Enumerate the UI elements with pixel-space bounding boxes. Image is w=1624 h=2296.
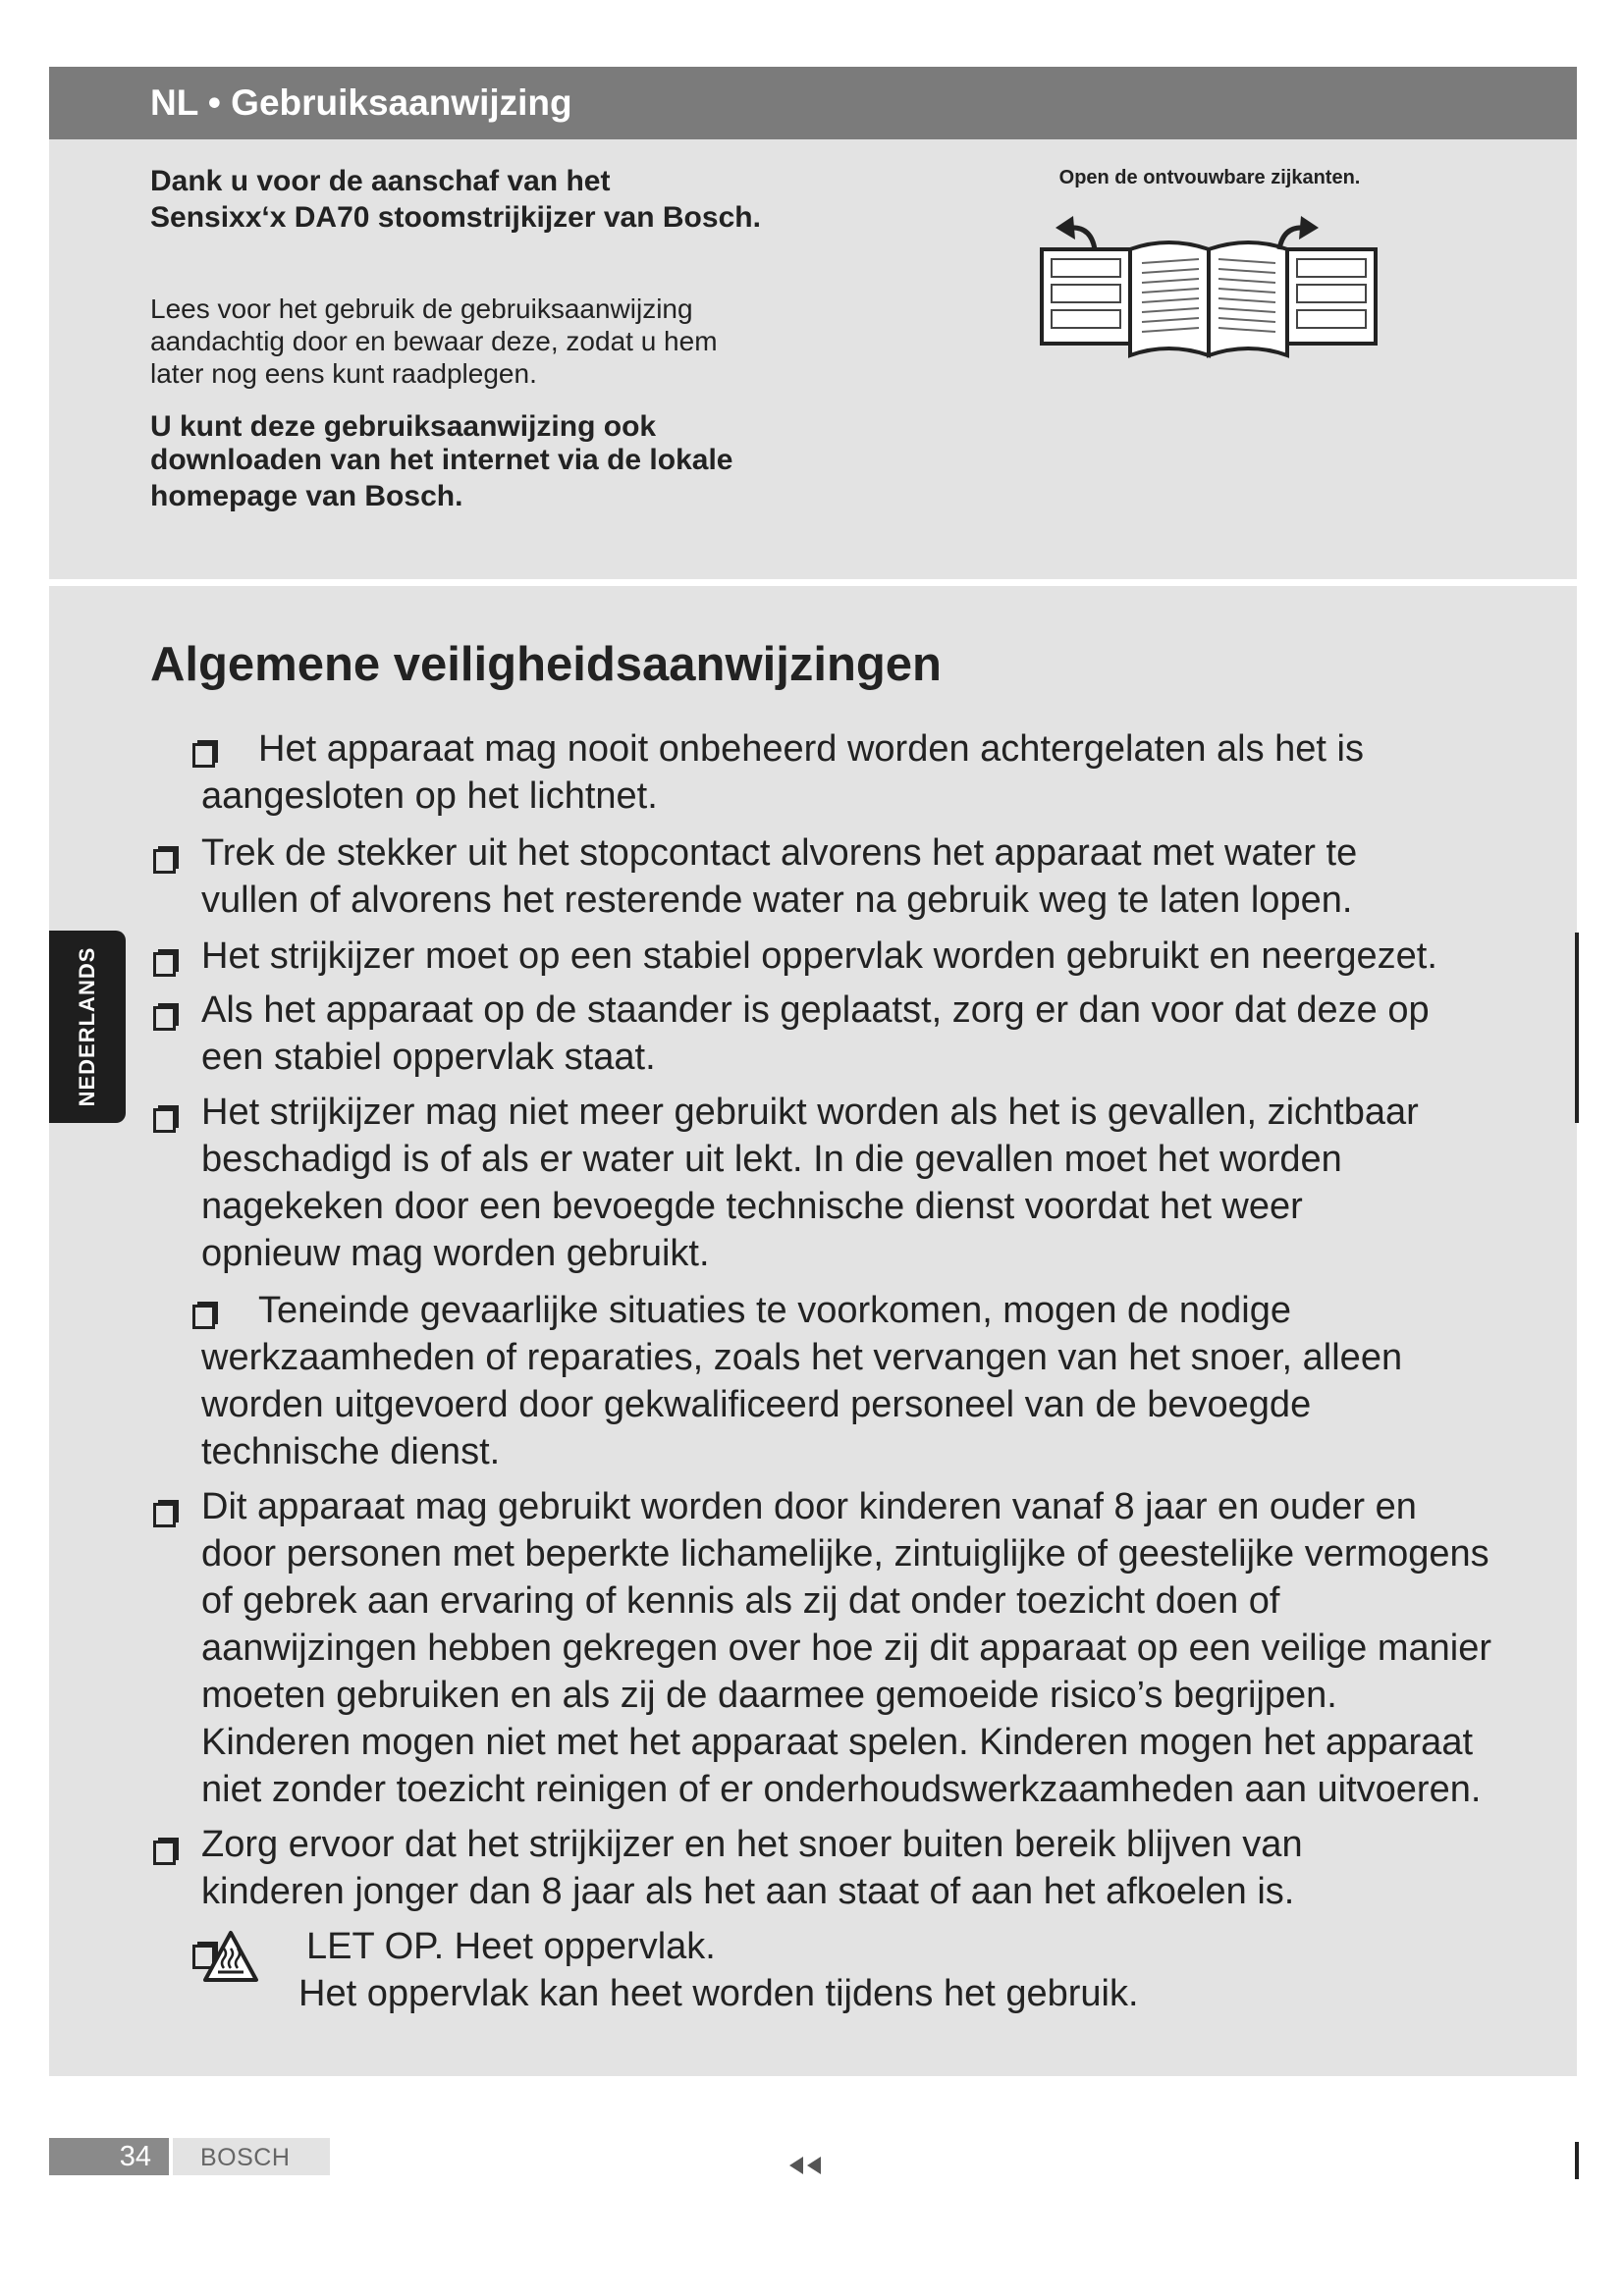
hot-surface-warning-icon xyxy=(202,1929,259,1986)
checkbox-icon xyxy=(153,1841,176,1865)
brand-label: BOSCH xyxy=(200,2144,291,2171)
download-line-3: homepage van Bosch. xyxy=(150,480,463,512)
double-left-arrow-icon[interactable] xyxy=(789,2156,831,2175)
safety-item-6-line-4: technische dienst. xyxy=(201,1431,501,1472)
safety-item-5-line-1: Het strijkijzer mag niet meer gebruikt worden als het is gevallen, zichtbaar xyxy=(201,1092,1419,1133)
safety-item-5-line-4: opnieuw mag worden gebruikt. xyxy=(201,1233,710,1274)
safety-item-7-line-3: of gebrek aan ervaring of kennis als zij dat onder toezicht doen of xyxy=(201,1580,1280,1622)
fold-caption: Open de ontvouwbare zijkanten. xyxy=(1058,167,1361,188)
safety-item-7-line-4: aanwijzingen hebben gekregen over hoe zij dit apparaat op een veilige manier xyxy=(201,1628,1492,1669)
safety-item-7-line-1: Dit apparaat mag gebruikt worden door kinderen vanaf 8 jaar en ouder en xyxy=(201,1486,1417,1527)
thanks-line-2: Sensixx‘x DA70 stoomstrijkijzer van Bosch. xyxy=(150,201,761,234)
safety-item-1-line-1: Het apparaat mag nooit onbeheerd worden achtergelaten als het is xyxy=(258,728,1364,770)
header-title: NL • Gebruiksaanwijzing xyxy=(150,82,572,123)
safety-item-9-line-1: LET OP. Heet oppervlak. xyxy=(306,1926,716,1967)
safety-item-5-line-2: beschadigd is of als er water uit lekt. In die gevallen moet het worden xyxy=(201,1139,1342,1180)
download-line-2: downloaden van het internet via de lokale xyxy=(150,444,733,476)
safety-item-5-line-3: nagekeken door een bevoegde technische dienst voordat het weer xyxy=(201,1186,1303,1227)
language-tab-label: NEDERLANDS xyxy=(75,946,99,1107)
safety-item-9-line-2: Het oppervlak kan heet worden tijdens het gebruik. xyxy=(298,1973,1139,2014)
checkbox-icon xyxy=(153,1503,176,1527)
foldout-booklet-icon xyxy=(987,198,1380,375)
safety-item-7-line-7: niet zonder toezicht reinigen of er onderhoudswerkzaamheden aan uitvoeren. xyxy=(201,1769,1482,1810)
header-bar xyxy=(49,67,1577,139)
safety-item-7-line-2: door personen met beperkte lichamelijke, zintuiglijke of geestelijke vermogens xyxy=(201,1533,1489,1575)
checkbox-icon xyxy=(153,1108,176,1133)
download-line-1: U kunt deze gebruiksaanwijzing ook xyxy=(150,410,657,443)
safety-list xyxy=(49,586,1577,2076)
safety-item-8-line-2: kinderen jonger dan 8 jaar als het aan staat of aan het afkoelen is. xyxy=(201,1871,1295,1912)
checkbox-icon xyxy=(192,1305,215,1329)
checkbox-icon xyxy=(153,952,176,977)
safety-item-7-line-6: Kinderen mogen niet met het apparaat spelen. Kinderen mogen het apparaat xyxy=(201,1722,1474,1763)
safety-item-6-line-1: Teneinde gevaarlijke situaties te voorkomen, mogen de nodige xyxy=(258,1290,1291,1331)
safety-item-6-line-3: worden uitgevoerd door gekwalificeerd personeel van de bevoegde xyxy=(201,1384,1312,1425)
checkbox-icon xyxy=(153,849,176,874)
page-number: 34 xyxy=(119,2141,151,2172)
safety-item-8-line-1: Zorg ervoor dat het strijkijzer en het snoer buiten bereik blijven van xyxy=(201,1824,1303,1865)
safety-item-4-line-2: een stabiel oppervlak staat. xyxy=(201,1037,656,1078)
thanks-line-1: Dank u voor de aanschaf van het xyxy=(150,165,611,197)
safety-item-4-line-1: Als het apparaat op de staander is geplaatst, zorg er dan voor dat deze op xyxy=(201,989,1430,1031)
checkbox-icon xyxy=(153,1006,176,1031)
safety-item-2-line-1: Trek de stekker uit het stopcontact alvorens het apparaat met water te xyxy=(201,832,1358,874)
checkbox-icon xyxy=(192,743,215,768)
safety-section xyxy=(49,586,1577,2076)
brand-box xyxy=(173,2138,330,2175)
section-title: Algemene veiligheidsaanwijzingen xyxy=(150,638,942,691)
safety-item-6-line-2: werkzaamheden of reparaties, zoals het vervangen van het snoer, alleen xyxy=(201,1337,1403,1378)
margin-mark xyxy=(1575,2142,1579,2179)
language-tab xyxy=(49,931,126,1123)
read-line-2: aandachtig door en bewaar deze, zodat u hem xyxy=(150,326,718,356)
read-line-3: later nog eens kunt raadplegen. xyxy=(150,358,537,389)
read-line-1: Lees voor het gebruik de gebruiksaanwijzing xyxy=(150,294,693,324)
intro-box xyxy=(49,139,1577,579)
safety-item-2-line-2: vullen of alvorens het resterende water na gebruik weg te laten lopen. xyxy=(201,880,1353,921)
margin-mark xyxy=(1575,933,1579,1123)
safety-item-1-line-2: aangesloten op het lichtnet. xyxy=(201,775,658,817)
safety-item-3-line-1: Het strijkijzer moet op een stabiel oppervlak worden gebruikt en neergezet. xyxy=(201,935,1437,977)
page-number-box xyxy=(49,2138,169,2175)
safety-item-7-line-5: moeten gebruiken en als zij de daarmee gemoeide risico’s begrijpen. xyxy=(201,1675,1337,1716)
